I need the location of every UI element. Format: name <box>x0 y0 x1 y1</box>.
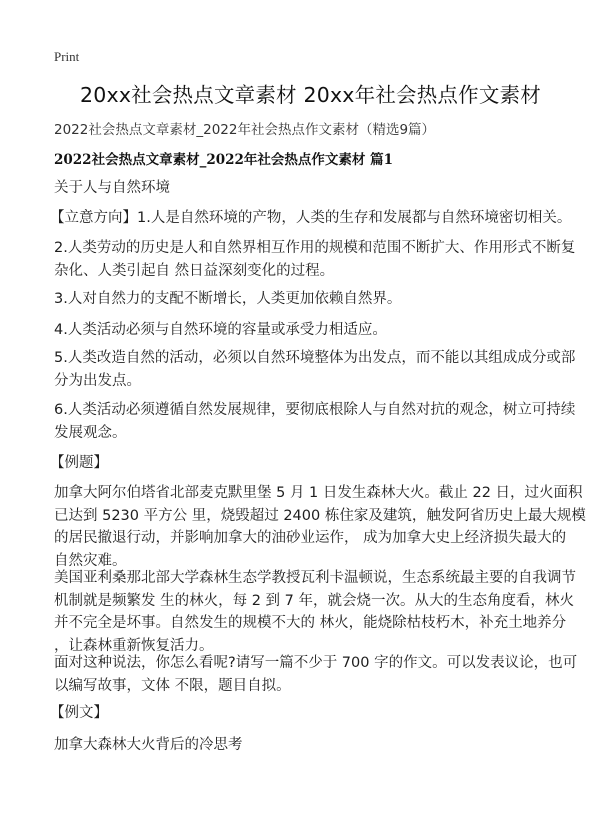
point-3: 3.人对自然力的支配不断增长，人类更加依赖自然界。 <box>54 291 402 307</box>
text-line: 机制就是频繁发 生的林火，每 2 到 7 年，就会烧一次。从大的生态角度看，林火 <box>54 592 574 609</box>
text-line: 美国亚利桑那北部大学森林生态学教授瓦利卡温顿说，生态系统最主要的自我调节 <box>54 570 576 586</box>
topic-line: 关于人与自然环境 <box>54 180 170 196</box>
point-2 <box>54 237 576 282</box>
example-label: 【例题】 <box>50 455 108 471</box>
point-5-line-1: 5.人类改造自然的活动，必须以自然环境整体为出发点，而不能以其组成成分或部 <box>54 350 576 366</box>
text-line: 以编写故事，文体 不限，题目自拟。 <box>54 677 291 694</box>
point-5-line-2: 分为出发点。 <box>54 372 141 389</box>
point-2-line-1: 2.人类劳动的历史是人和自然界相互作用的规模和范围不断扩大、作用形式不断复 <box>54 240 576 256</box>
example-paragraph-2 <box>54 567 576 657</box>
point-6 <box>54 399 576 444</box>
point-5 <box>54 347 576 392</box>
section-heading: 2022社会热点文章素材_2022年社会热点作文素材 篇1 <box>54 152 393 168</box>
text-line: 加拿大阿尔伯塔省北部麦克默里堡 5 月 1 日发生森林大火。截止 22 日，过火面积 <box>54 485 583 501</box>
example-paragraph-3 <box>54 652 578 697</box>
example-paragraph-1 <box>54 482 586 572</box>
text-line: 面对这种说法，你怎么看呢?请写一篇不少于 700 字的作文。可以发表议论，也可 <box>54 655 578 671</box>
text-line: 并不完全是坏事。自然发生的规模不大的 林火，能烧除枯枝朽木，补充土地养分 <box>54 615 567 631</box>
text-line: 自然灾难。 <box>54 552 127 569</box>
point-2-line-2: 杂化、人类引起自 然日益深刻变化的过程。 <box>54 262 335 279</box>
essay-title: 加拿大森林大火背后的冷思考 <box>54 737 243 753</box>
point-6-line-1: 6.人类活动必须遵循自然发展规律，要彻底根除人与自然对抗的观念，树立可持续 <box>54 402 576 418</box>
text-line: 的居民撤退行动，并影响加拿大的油砂业运作， 成为加拿大史上经济损失最大的 <box>54 530 567 546</box>
document-title: 20xx社会热点文章素材 20xx年社会热点作文素材 <box>80 83 541 107</box>
text-line: ，让森林重新恢复活力。 <box>54 637 214 654</box>
document-subtitle: 2022社会热点文章素材_2022年社会热点作文素材（精选9篇） <box>54 122 436 138</box>
point-6-line-2: 发展观念。 <box>54 424 127 441</box>
print-label[interactable]: Print <box>54 49 80 64</box>
point-1: 【立意方向】1.人是自然环境的产物，人类的生存和发展都与自然环境密切相关。 <box>50 210 572 226</box>
text-line: 已达到 5230 平方公 里，烧毁超过 2400 栋住家及建筑，触发阿省历史上最大规模 <box>54 507 586 524</box>
point-4: 4.人类活动必须与自然环境的容量或承受力相适应。 <box>54 322 387 338</box>
essay-label: 【例文】 <box>50 705 108 721</box>
